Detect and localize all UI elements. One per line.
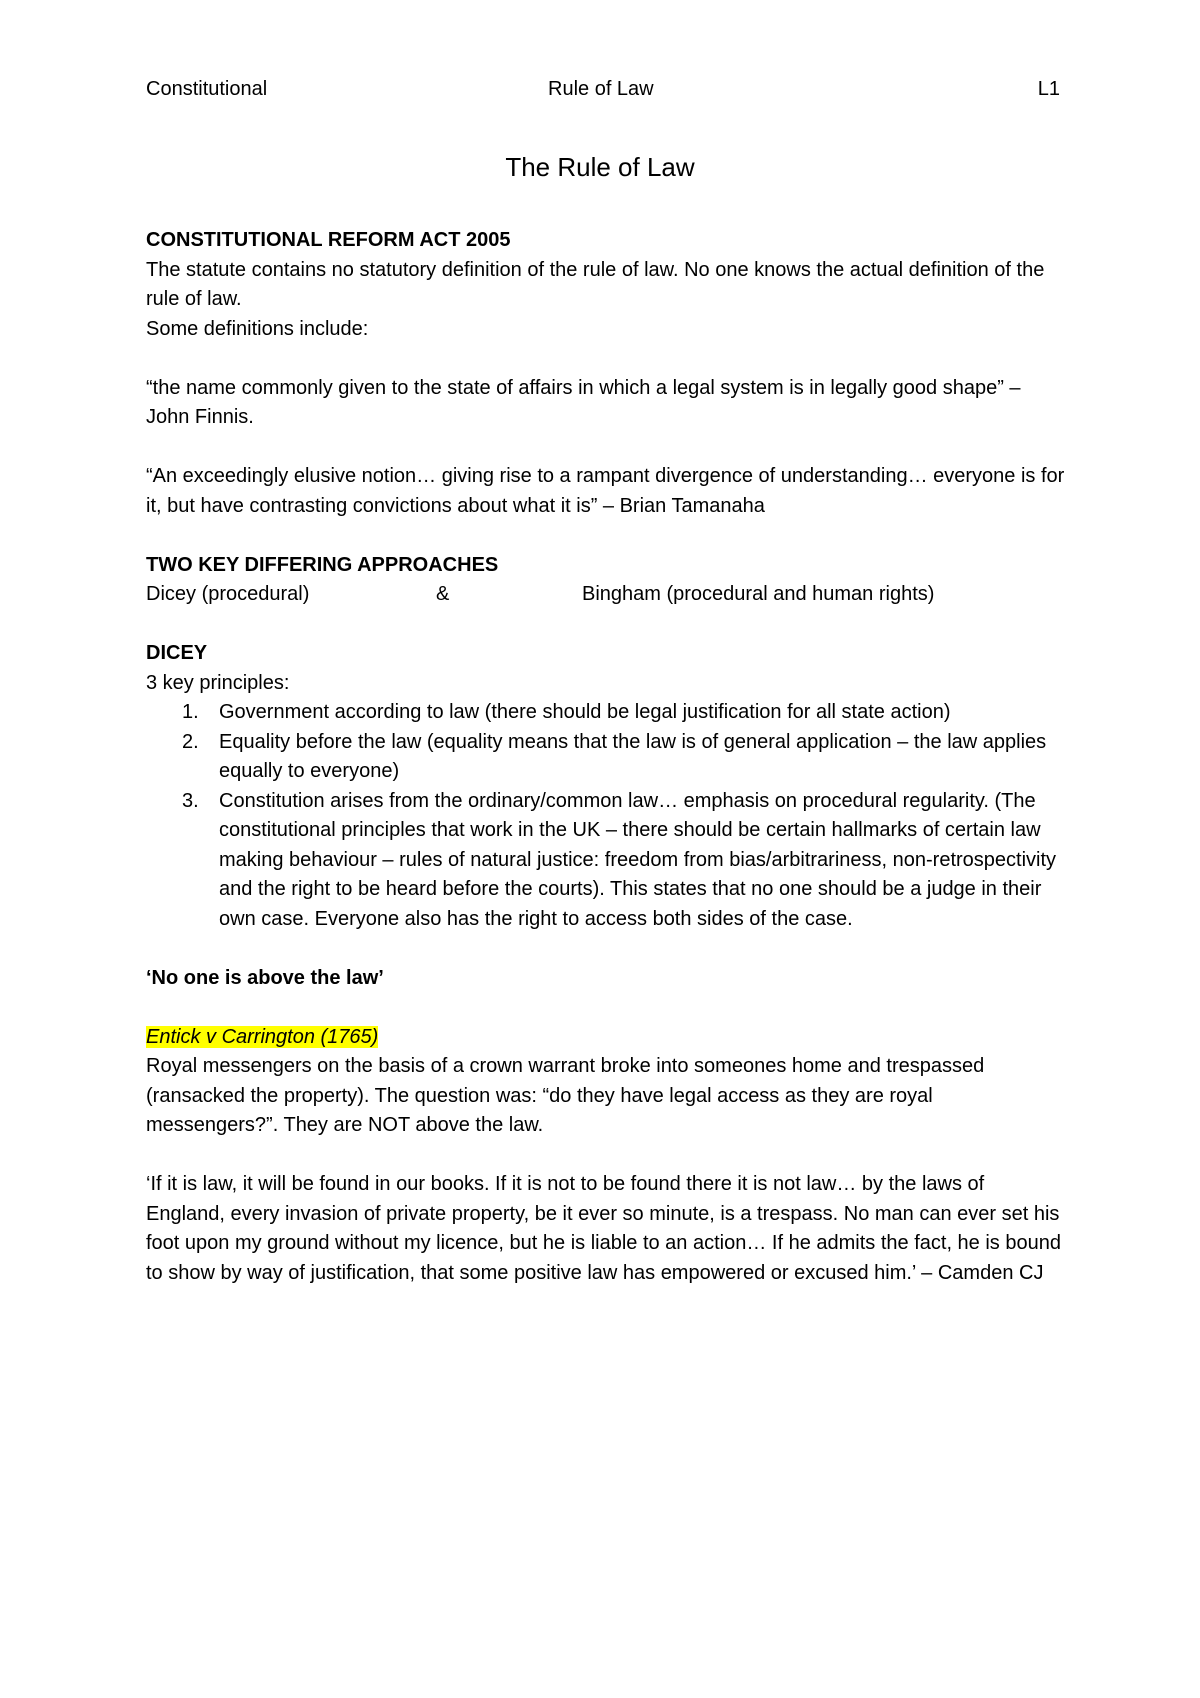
dicey-intro: 3 key principles: xyxy=(146,671,290,694)
camden-quote: ‘If it is law, it will be found in our books. If it is not to be found there it is not law… by the laws of England, every invasion of private property, be it ever so minute, is a trespass. No man can ever set his foot upon my ground without my licence, but he is liable to an action… If he admits the fact, he is bound to show by way of justification, that some positive law has empowered or excused him.’ – Camden CJ xyxy=(146,1173,1061,1284)
finnis-quote: “the name commonly given to the state of affairs in which a legal system is in legally good shape” – John Finnis. xyxy=(146,376,1021,428)
header-center: Rule of Law xyxy=(548,78,654,100)
approach-bingham: Bingham (procedural and human rights) xyxy=(582,583,935,605)
approach-dicey: Dicey (procedural) xyxy=(146,583,310,605)
page-title: The Rule of Law xyxy=(505,152,695,182)
list-item-number: 1. xyxy=(182,701,199,723)
cra-heading: CONSTITUTIONAL REFORM ACT 2005 xyxy=(146,229,511,251)
list-item-text: Equality before the law (equality means that the law is of general application – the law applies equally to everyone) xyxy=(219,730,1047,782)
above-law-heading: ‘No one is above the law’ xyxy=(146,966,384,989)
approaches-heading: TWO KEY DIFFERING APPROACHES xyxy=(146,553,499,576)
cra-definitions-intro: Some definitions include: xyxy=(146,317,369,340)
list-item-text: Constitution arises from the ordinary/common law… emphasis on procedural regularity. (The constitutional principles that work in the UK – there should be certain hallmarks of certain law making behaviour – rules of natural justice: freedom from bias/arbitrariness, non-retrospectivity and the right to be heard before the courts). This states that no one should be a judge in their own case. Everyone also has the right to access both sides of the case. xyxy=(219,789,1057,930)
page-header xyxy=(146,76,1060,106)
cra-text: The statute contains no statutory definition of the rule of law. No one knows the actual definition of the rule of law. xyxy=(146,258,1045,310)
dicey-principles-list xyxy=(146,698,1066,934)
tamanaha-quote: “An exceedingly elusive notion… giving rise to a rampant divergence of understanding… everyone is for it, but have contrasting convictions about what it is” – Brian Tamanaha xyxy=(146,465,1065,517)
case-name-highlight: Entick v Carrington (1765) xyxy=(146,1025,379,1048)
case-summary: Royal messengers on the basis of a crown warrant broke into someones home and trespassed (ransacked the property). The question was: “do they have legal access as they are royal messengers?”. They are NOT above the law. xyxy=(146,1055,985,1136)
document-body xyxy=(146,226,1066,1288)
header-left: Constitutional xyxy=(146,78,268,100)
list-item-text: Government according to law (there should be legal justification for all state action) xyxy=(219,701,951,723)
list-item xyxy=(146,698,1066,728)
list-item-number: 2. xyxy=(182,730,199,753)
dicey-heading: DICEY xyxy=(146,642,208,664)
header-right: L1 xyxy=(1037,78,1060,100)
case-name-line xyxy=(146,1023,1066,1053)
approach-ampersand: & xyxy=(436,583,450,605)
list-item xyxy=(146,728,1066,787)
list-item xyxy=(146,787,1066,935)
approaches-row xyxy=(146,580,1066,610)
list-item-number: 3. xyxy=(182,789,199,812)
